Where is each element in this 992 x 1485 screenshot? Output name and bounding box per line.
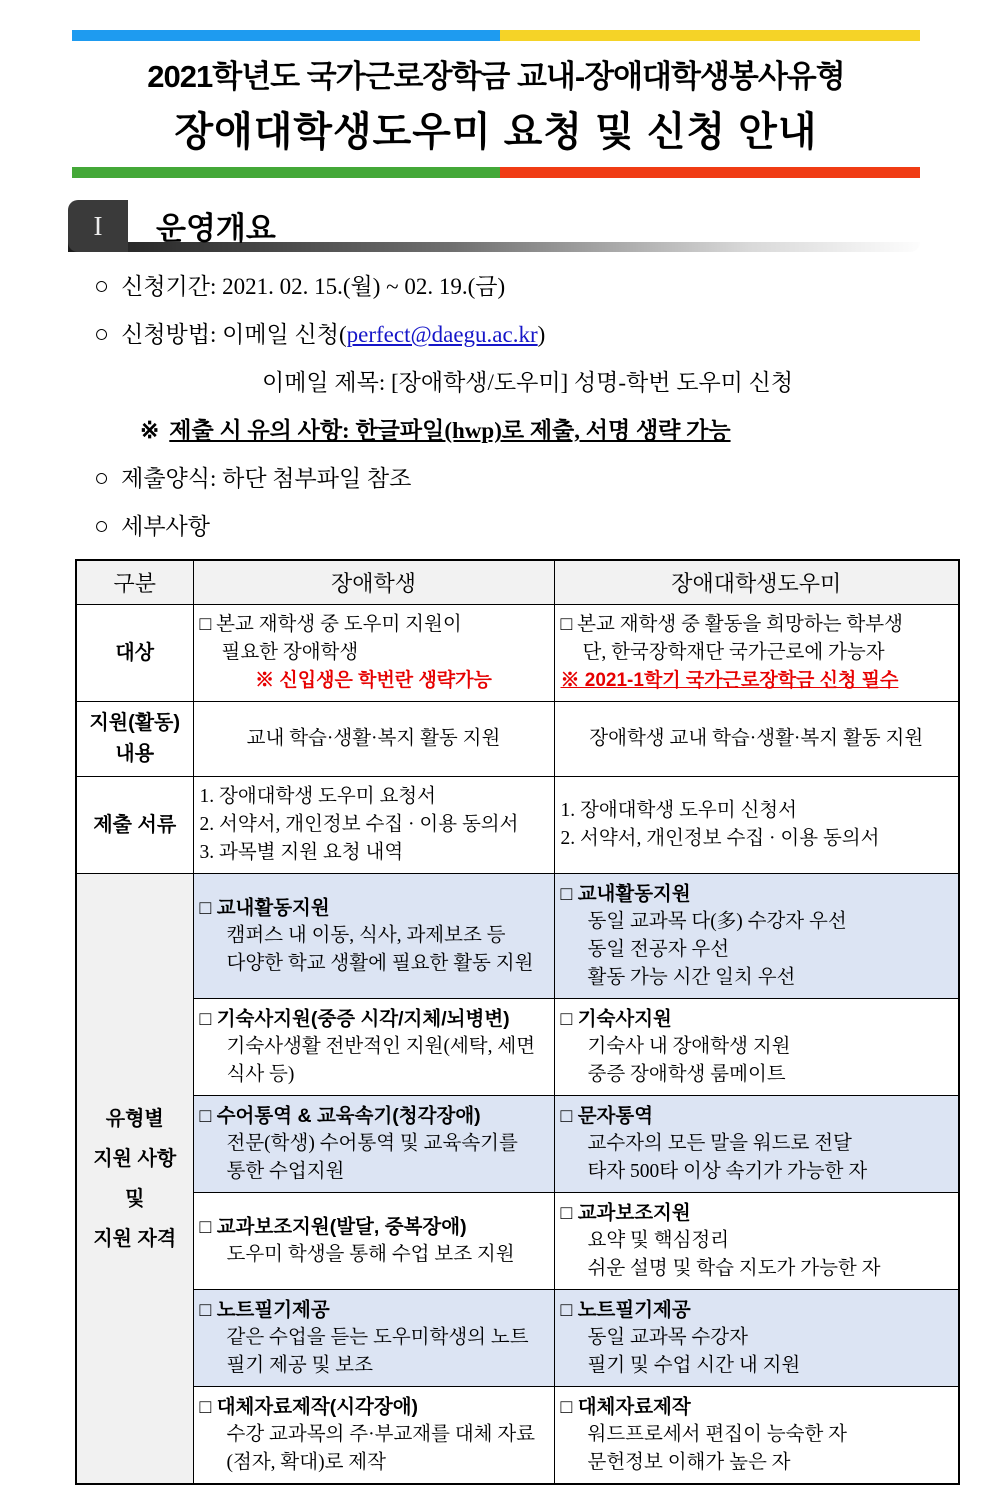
red-note-left: ※ 신입생은 학번란 생략가능 bbox=[255, 670, 492, 691]
circle-bullet-icon: ○ bbox=[94, 513, 110, 540]
bar-red-segment bbox=[500, 167, 920, 178]
section-title: 운영개요 bbox=[156, 211, 276, 246]
row-label-target: 대상 bbox=[76, 605, 193, 702]
subrow-heading: □ 교과보조지원(발달, 중복장애) bbox=[199, 1216, 467, 1238]
overview-item-email-subject bbox=[262, 364, 920, 397]
subrow-heading: □ 문자통역 bbox=[560, 1105, 654, 1127]
cell-line: 필기 및 수업 시간 내 지원 bbox=[587, 1355, 801, 1376]
cell-line: 필기 제공 및 보조 bbox=[226, 1355, 373, 1376]
subrow-heading: □ 교과보조지원 bbox=[560, 1202, 691, 1224]
cell-line: 워드프로세서 편집이 능숙한 자 bbox=[587, 1424, 848, 1445]
subrow-note-taking bbox=[76, 1290, 959, 1387]
cell-line: 중증 장애학생 룸메이트 bbox=[587, 1064, 786, 1085]
cell-class-assist-left bbox=[193, 1193, 554, 1290]
cell-line: 동일 전공자 우선 bbox=[587, 939, 730, 960]
subrow-heading: □ 수어통역 & 교육속기(청각장애) bbox=[199, 1105, 481, 1127]
overview-item-details bbox=[94, 508, 920, 541]
cell-line: 필요한 장애학생 bbox=[221, 642, 359, 663]
label-line: 지원 사항 bbox=[93, 1147, 177, 1170]
email-link[interactable]: perfect@daegu.ac.kr bbox=[346, 322, 538, 347]
cell-line: □ 본교 재학생 중 활동을 희망하는 학부생 bbox=[560, 614, 903, 635]
cell-line: 단, 한국장학재단 국가근로에 가능자 bbox=[582, 642, 885, 663]
period-text: 신청기간: 2021. 02. 15.(월) ~ 02. 19.(금) bbox=[121, 274, 506, 299]
cell-target-right bbox=[554, 605, 959, 702]
overview-item-note bbox=[140, 412, 920, 445]
subrow-heading: □ 교내활동지원 bbox=[199, 897, 330, 919]
info-table bbox=[75, 559, 960, 1485]
cell-note-taking-left bbox=[193, 1290, 554, 1387]
reference-mark-icon: ※ bbox=[140, 418, 160, 443]
cell-class-assist-right bbox=[554, 1193, 959, 1290]
cell-campus-activity-right bbox=[554, 874, 959, 999]
doc-title-line-1: 2021학년도 국가근로장학금 교내-장애대학생봉사유형 bbox=[147, 59, 845, 94]
top-bar-blue-segment bbox=[72, 30, 500, 41]
cell-line: 활동 가능 시간 일치 우선 bbox=[587, 967, 796, 988]
label-line: 유형별 bbox=[105, 1107, 164, 1130]
circle-bullet-icon: ○ bbox=[94, 273, 110, 300]
subrow-heading: □ 기숙사지원(중증 시각/지체/뇌병변) bbox=[199, 1008, 510, 1030]
cell-line: 3. 과목별 지원 요청 내역 bbox=[199, 842, 404, 863]
subrow-heading: □ 노트필기제공 bbox=[560, 1299, 691, 1321]
row-support-content bbox=[76, 702, 959, 777]
row-target bbox=[76, 605, 959, 702]
section-numeral-box bbox=[68, 200, 128, 252]
circle-bullet-icon: ○ bbox=[94, 465, 110, 492]
top-bar-yellow-segment bbox=[500, 30, 920, 41]
document-page bbox=[0, 30, 992, 1473]
cell-line: 기숙사 내 장애학생 지원 bbox=[587, 1036, 791, 1057]
cell-dormitory-right bbox=[554, 999, 959, 1096]
section-numeral: I bbox=[93, 210, 103, 241]
row-label-documents: 제출 서류 bbox=[76, 777, 193, 874]
bar-green-segment bbox=[72, 167, 500, 178]
cell-alt-materials-right bbox=[554, 1387, 959, 1485]
table-header-row bbox=[76, 560, 959, 605]
cell-line: 1. 장애대학생 도우미 신청서 bbox=[560, 800, 797, 821]
label-line: 지원 자격 bbox=[93, 1227, 177, 1250]
label-line: 및 bbox=[125, 1187, 145, 1210]
cell-target-left bbox=[193, 605, 554, 702]
row-label-types bbox=[76, 874, 193, 1485]
top-accent-bar bbox=[72, 30, 920, 41]
cell-line: (점자, 확대)로 제작 bbox=[226, 1452, 386, 1473]
cell-line: 교수자의 모든 말을 워드로 전달 bbox=[587, 1133, 852, 1154]
cell-line: 2. 서약서, 개인정보 수집 · 이용 동의서 bbox=[199, 814, 519, 835]
subrow-sign-language bbox=[76, 1096, 959, 1193]
cell-content-left bbox=[193, 702, 554, 777]
details-text: 세부사항 bbox=[121, 514, 210, 539]
cell-line: 기숙사생활 전반적인 지원(세탁, 세면 bbox=[226, 1036, 536, 1057]
subrow-dormitory bbox=[76, 999, 959, 1096]
cell-campus-activity-left bbox=[193, 874, 554, 999]
header-helper-student: 장애대학생도우미 bbox=[554, 560, 959, 605]
subrow-alternative-materials bbox=[76, 1387, 959, 1485]
subrow-heading: □ 노트필기제공 bbox=[199, 1299, 330, 1321]
cell-alt-materials-left bbox=[193, 1387, 554, 1485]
cell-line: 같은 수업을 듣는 도우미학생의 노트 bbox=[226, 1327, 529, 1348]
cell-line: 장애학생 교내 학습·생활·복지 활동 지원 bbox=[589, 728, 924, 749]
label-line: 내용 bbox=[115, 743, 155, 765]
cell-line: 1. 장애대학생 도우미 요청서 bbox=[199, 786, 436, 807]
subrow-heading: □ 교내활동지원 bbox=[560, 883, 691, 905]
row-documents bbox=[76, 777, 959, 874]
doc-title-line-2: 장애대학생도우미 요청 및 신청 안내 bbox=[174, 110, 818, 154]
cell-line: 전문(학생) 수어통역 및 교육속기를 bbox=[226, 1133, 518, 1154]
red-note-right: ※ 2021-1학기 국가근로장학금 신청 필수 bbox=[560, 670, 899, 691]
cell-sign-language-left bbox=[193, 1096, 554, 1193]
cell-documents-right bbox=[554, 777, 959, 874]
cell-line: 쉬운 설명 및 학습 지도가 가능한 자 bbox=[587, 1258, 881, 1279]
method-prefix-text: 신청방법: 이메일 신청( bbox=[121, 322, 347, 347]
note-text: 제출 시 유의 사항: 한글파일(hwp)로 제출, 서명 생략 가능 bbox=[169, 418, 731, 443]
subrow-heading: □ 대체자료제작 bbox=[560, 1396, 691, 1418]
row-label-support-content bbox=[76, 702, 193, 777]
cell-line: 문헌정보 이해가 높은 자 bbox=[587, 1452, 791, 1473]
cell-line: 도우미 학생을 통해 수업 보조 지원 bbox=[226, 1244, 515, 1265]
cell-line: 통한 수업지원 bbox=[226, 1161, 345, 1182]
overview-item-period bbox=[94, 268, 920, 301]
circle-bullet-icon: ○ bbox=[94, 321, 110, 348]
subrow-heading: □ 대체자료제작(시각장애) bbox=[199, 1396, 419, 1418]
subrow-campus-activity bbox=[76, 874, 959, 999]
cell-line: 2. 서약서, 개인정보 수집 · 이용 동의서 bbox=[560, 828, 880, 849]
subrow-heading: □ 기숙사지원 bbox=[560, 1008, 672, 1030]
cell-text-interpretation-right bbox=[554, 1096, 959, 1193]
overview-list bbox=[94, 268, 920, 541]
title-underline-bar bbox=[72, 167, 920, 178]
label-line: 지원(활동) bbox=[89, 712, 181, 734]
cell-note-taking-right bbox=[554, 1290, 959, 1387]
cell-line: 다양한 학교 생활에 필요한 활동 지원 bbox=[226, 953, 534, 974]
cell-documents-left bbox=[193, 777, 554, 874]
cell-line: 요약 및 핵심정리 bbox=[587, 1230, 730, 1251]
subrow-class-assist bbox=[76, 1193, 959, 1290]
overview-item-form bbox=[94, 460, 920, 493]
cell-line: 동일 교과목 다(多) 수강자 우선 bbox=[587, 911, 847, 932]
header-category: 구분 bbox=[76, 560, 193, 605]
form-text: 제출양식: 하단 첨부파일 참조 bbox=[121, 466, 412, 491]
email-subject-text: 이메일 제목: [장애학생/도우미] 성명-학번 도우미 신청 bbox=[262, 370, 794, 395]
overview-item-method bbox=[94, 316, 920, 349]
cell-line: 교내 학습·생활·복지 활동 지원 bbox=[246, 728, 501, 749]
cell-dormitory-left bbox=[193, 999, 554, 1096]
cell-line: 수강 교과목의 주·부교재를 대체 자료 bbox=[226, 1424, 536, 1445]
cell-line: 식사 등) bbox=[226, 1064, 295, 1085]
cell-line: 캠퍼스 내 이동, 식사, 과제보조 등 bbox=[226, 925, 506, 946]
cell-line: 타자 500타 이상 속기가 가능한 자 bbox=[587, 1161, 868, 1182]
header-disabled-student: 장애학생 bbox=[193, 560, 554, 605]
cell-content-right bbox=[554, 702, 959, 777]
section-header bbox=[68, 200, 920, 252]
cell-line: 동일 교과목 수강자 bbox=[587, 1327, 748, 1348]
cell-line: □ 본교 재학생 중 도우미 지원이 bbox=[199, 614, 462, 635]
method-suffix-text: ) bbox=[537, 322, 546, 347]
